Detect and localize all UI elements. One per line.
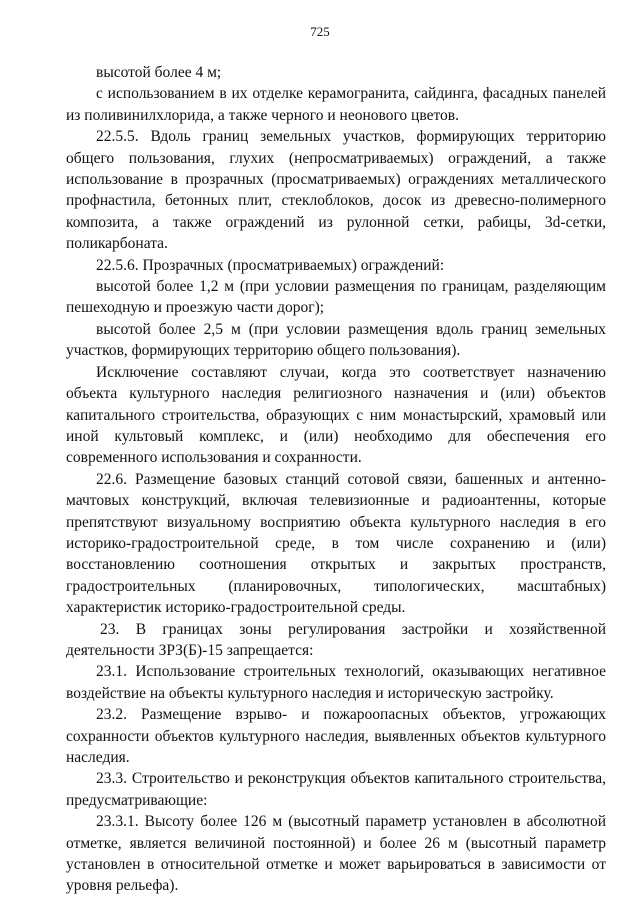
paragraph-23-2: 23.2. Размещение взрыво- и пожароопасных объектов, угрожающих сохранности объектов культурного наследия, выявленных объектов культурного наследия. bbox=[66, 706, 606, 766]
paragraph-23: 23. В границах зоны регулирования застройки и хозяйственной деятельности ЗРЗ(Б)-15 запрещается: bbox=[66, 620, 606, 659]
document-body bbox=[66, 62, 606, 897]
paragraph-height-1-2: высотой более 1,2 м (при условии размещения по границам, разделяющим пешеходную и проезжую части дорог); bbox=[66, 278, 606, 317]
paragraph-height-limit: высотой более 4 м; bbox=[96, 64, 222, 81]
paragraph-23-3: 23.3. Строительство и реконструкция объектов капитального строительства, предусматривающие: bbox=[66, 770, 606, 809]
paragraph-height-2-5: высотой более 2,5 м (при условии размещения вдоль границ земельных участков, формирующих территорию общего пользования). bbox=[66, 320, 606, 360]
paragraph-22-5-6: 22.5.6. Прозрачных (просматриваемых) ограждений: bbox=[96, 256, 445, 274]
paragraph-finishing-materials: с использованием в их отделке керамогранита, сайдинга, фасадных панелей из поливинилхлорида, а также черного и неонового цветов. bbox=[66, 85, 606, 124]
paragraph-exception: Исключение составляют случаи, когда это соответствует назначению объекта культурного наследия религиозного назначения и (или) объектов капитального строительства, образующих с ним монастырский, храмовый или иной культовый комплекс, и (или) необходимо для обеспечения его современного использования и сохранности. bbox=[66, 363, 606, 467]
paragraph-23-1: 23.1. Использование строительных технологий, оказывающих негативное воздействие на объекты культурного наследия и историческую застройку. bbox=[66, 663, 606, 702]
paragraph-22-5-5: 22.5.5. Вдоль границ земельных участков, формирующих территорию общего пользования, глухих (непросматриваемых) ограждений, а также использование в прозрачных (просматриваемых) ограждениях металлического профнастила, бетонных плит, стеклоблоков, досок из древесно-полимерного композита, а также ограждений из рулонной сетки, рабицы, 3d-сетки, поликарбоната. bbox=[66, 128, 606, 253]
paragraph-23-3-1: 23.3.1. Высоту более 126 м (высотный параметр установлен в абсолютной отметке, является величиной постоянной) и более 26 м (высотный параметр установлен в относительной отметке и может варьироваться в зависимости от уровня рельефа). bbox=[66, 813, 606, 895]
paragraph-22-6: 22.6. Размещение базовых станций сотовой связи, башенных и антенно-мачтовых конструкций, включая телевизионные и радиоантенны, которые препятствуют визуальному восприятию объекта культурного наследия в его историко-градостроительной среде, в том числе сохранению и (или) восстановлению соотношения открытых и закрытых пространств, градостроительных (планировочных, типологических, масштабных) характеристик историко-градостроительной среды. bbox=[66, 470, 606, 617]
page-number: 725 bbox=[310, 24, 330, 39]
